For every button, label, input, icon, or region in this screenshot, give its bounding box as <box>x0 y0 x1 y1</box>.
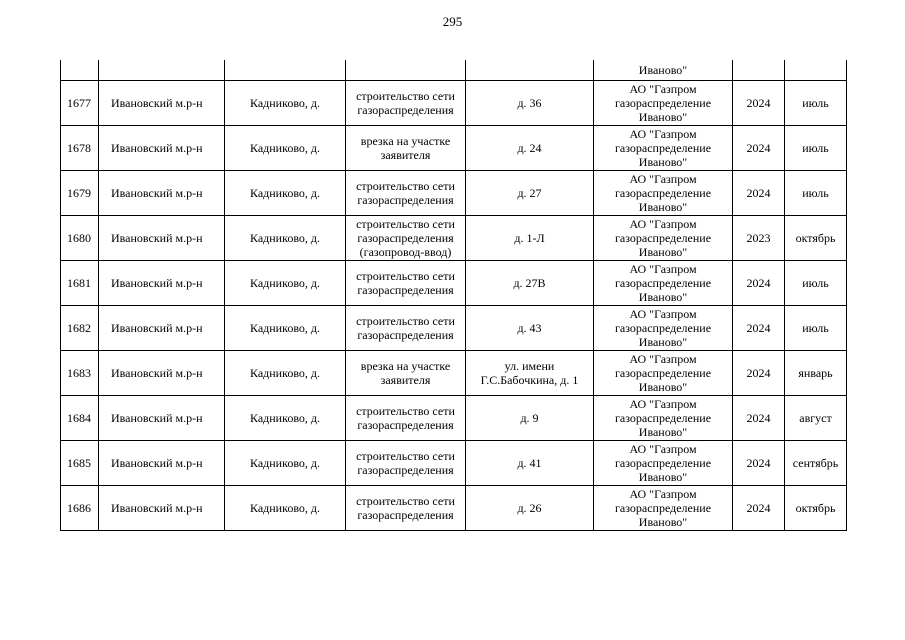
cell-district: Ивановский м.р-н <box>99 486 225 531</box>
cell-year: 2024 <box>733 126 785 171</box>
table-row <box>61 261 847 306</box>
cell-owner-line: АО "Газпром <box>629 127 697 141</box>
cell-address-line: д. 26 <box>517 501 542 515</box>
cell-num: 1682 <box>61 306 99 351</box>
cell-work-line: строительство сети <box>356 89 455 103</box>
cell-district <box>99 60 225 81</box>
table-row <box>61 216 847 261</box>
cell-address-line: ул. имени <box>504 359 555 373</box>
cell-locality: Кадниково, д. <box>225 306 346 351</box>
cell-owner <box>594 261 733 306</box>
cell-work-line: газораспределения <box>357 231 454 245</box>
cell-owner-line: Иваново" <box>638 335 688 349</box>
cell-year: 2024 <box>733 486 785 531</box>
cell-owner-line: АО "Газпром <box>629 487 697 501</box>
cell-address <box>466 216 594 261</box>
cell-work-line: газораспределения <box>357 328 454 342</box>
cell-work <box>346 126 466 171</box>
cell-work <box>346 60 466 81</box>
cell-owner <box>594 81 733 126</box>
cell-district: Ивановский м.р-н <box>99 396 225 441</box>
cell-work-line: газораспределения <box>357 193 454 207</box>
cell-work-line: строительство сети <box>356 449 455 463</box>
cell-address <box>466 261 594 306</box>
gasification-table <box>60 60 847 531</box>
cell-work-line: газораспределения <box>357 463 454 477</box>
cell-owner-line: Иваново" <box>638 155 688 169</box>
cell-year: 2024 <box>733 306 785 351</box>
table-row <box>61 396 847 441</box>
cell-address <box>466 486 594 531</box>
cell-work-line: (газопровод-ввод) <box>359 245 452 259</box>
table-body <box>61 60 847 531</box>
cell-owner-line: АО "Газпром <box>629 172 697 186</box>
continued-row <box>61 60 847 81</box>
cell-work-line: заявителя <box>380 148 431 162</box>
cell-address <box>466 171 594 216</box>
cell-owner <box>594 396 733 441</box>
cell-num: 1684 <box>61 396 99 441</box>
cell-work <box>346 351 466 396</box>
cell-num: 1686 <box>61 486 99 531</box>
cell-address-line: д. 24 <box>517 141 542 155</box>
cell-num: 1680 <box>61 216 99 261</box>
cell-work <box>346 171 466 216</box>
cell-district: Ивановский м.р-н <box>99 261 225 306</box>
cell-owner <box>594 441 733 486</box>
cell-num: 1683 <box>61 351 99 396</box>
cell-address <box>466 81 594 126</box>
cell-locality <box>225 60 346 81</box>
cell-owner-line: газораспределение <box>614 411 712 425</box>
cell-work <box>346 306 466 351</box>
cell-locality: Кадниково, д. <box>225 351 346 396</box>
cell-work-line: строительство сети <box>356 269 455 283</box>
table-row <box>61 486 847 531</box>
cell-work-line: строительство сети <box>356 179 455 193</box>
table-row <box>61 441 847 486</box>
cell-owner-line: АО "Газпром <box>629 82 697 96</box>
cell-month: сентябрь <box>785 441 847 486</box>
cell-year <box>733 60 785 81</box>
cell-owner <box>594 216 733 261</box>
cell-district: Ивановский м.р-н <box>99 351 225 396</box>
cell-work-line: врезка на участке <box>360 134 451 148</box>
cell-year: 2024 <box>733 441 785 486</box>
cell-locality: Кадниково, д. <box>225 81 346 126</box>
cell-work-line: газораспределения <box>357 418 454 432</box>
cell-address-line: д. 1-Л <box>514 231 545 245</box>
cell-owner-line: Иваново" <box>638 200 688 214</box>
cell-owner-line: Иваново" <box>638 425 688 439</box>
cell-locality: Кадниково, д. <box>225 486 346 531</box>
cell-work-line: врезка на участке <box>360 359 451 373</box>
cell-address-line: д. 27В <box>513 276 546 290</box>
cell-owner-line: АО "Газпром <box>629 397 697 411</box>
cell-num <box>61 60 99 81</box>
cell-work <box>346 486 466 531</box>
cell-address-line: д. 36 <box>517 96 542 110</box>
cell-year: 2024 <box>733 261 785 306</box>
cell-owner-line: Иваново" <box>638 380 688 394</box>
cell-owner-line: АО "Газпром <box>629 217 697 231</box>
cell-locality: Кадниково, д. <box>225 441 346 486</box>
cell-owner-line: Иваново" <box>638 470 688 484</box>
cell-district: Ивановский м.р-н <box>99 126 225 171</box>
cell-address-line: д. 41 <box>517 456 542 470</box>
cell-locality: Кадниково, д. <box>225 171 346 216</box>
cell-owner-line: Иваново" <box>638 110 688 124</box>
cell-num: 1681 <box>61 261 99 306</box>
cell-month <box>785 60 847 81</box>
cell-year: 2024 <box>733 171 785 216</box>
cell-address <box>466 441 594 486</box>
cell-work-line: строительство сети <box>356 314 455 328</box>
cell-month: июль <box>785 171 847 216</box>
cell-address <box>466 306 594 351</box>
cell-owner-line: газораспределение <box>614 231 712 245</box>
cell-address-line: д. 43 <box>517 321 542 335</box>
cell-district: Ивановский м.р-н <box>99 216 225 261</box>
cell-owner-line: газораспределение <box>614 366 712 380</box>
cell-work <box>346 396 466 441</box>
cell-owner-line: Иваново" <box>638 245 688 259</box>
cell-address <box>466 396 594 441</box>
cell-district: Ивановский м.р-н <box>99 306 225 351</box>
cell-month: июль <box>785 261 847 306</box>
cell-year: 2024 <box>733 351 785 396</box>
cell-owner-line: газораспределение <box>614 96 712 110</box>
cell-locality: Кадниково, д. <box>225 261 346 306</box>
cell-owner-line: АО "Газпром <box>629 262 697 276</box>
cell-month: октябрь <box>785 216 847 261</box>
cell-num: 1677 <box>61 81 99 126</box>
cell-work <box>346 441 466 486</box>
cell-year: 2024 <box>733 396 785 441</box>
table-row <box>61 306 847 351</box>
cell-address-line: д. 27 <box>517 186 542 200</box>
cell-month: октябрь <box>785 486 847 531</box>
cell-owner-line: газораспределение <box>614 141 712 155</box>
cell-owner-line: газораспределение <box>614 501 712 515</box>
table-row <box>61 126 847 171</box>
cell-owner-line: АО "Газпром <box>629 352 697 366</box>
cell-owner-line: АО "Газпром <box>629 442 697 456</box>
cell-owner <box>594 171 733 216</box>
cell-district: Ивановский м.р-н <box>99 171 225 216</box>
cell-work-line: газораспределения <box>357 508 454 522</box>
cell-owner-line: Иваново" <box>638 515 688 529</box>
cell-month: январь <box>785 351 847 396</box>
cell-year: 2023 <box>733 216 785 261</box>
cell-work <box>346 81 466 126</box>
table-row <box>61 351 847 396</box>
cell-work-line: заявителя <box>380 373 431 387</box>
cell-owner <box>594 351 733 396</box>
cell-work <box>346 261 466 306</box>
table-row <box>61 171 847 216</box>
cell-owner-line: газораспределение <box>614 276 712 290</box>
cell-owner <box>594 306 733 351</box>
cell-owner: Иваново" <box>594 60 733 81</box>
cell-owner-line: Иваново" <box>638 290 688 304</box>
cell-address-line: Г.С.Бабочкина, д. 1 <box>480 373 579 387</box>
cell-owner-line: газораспределение <box>614 321 712 335</box>
table-row <box>61 81 847 126</box>
cell-work-line: строительство сети <box>356 404 455 418</box>
cell-locality: Кадниково, д. <box>225 396 346 441</box>
cell-work <box>346 216 466 261</box>
cell-locality: Кадниково, д. <box>225 126 346 171</box>
cell-work-line: газораспределения <box>357 103 454 117</box>
cell-num: 1685 <box>61 441 99 486</box>
cell-work-line: строительство сети <box>356 217 455 231</box>
cell-month: июль <box>785 81 847 126</box>
cell-owner-line: АО "Газпром <box>629 307 697 321</box>
cell-work-line: строительство сети <box>356 494 455 508</box>
page-number: 295 <box>442 14 463 29</box>
cell-address-line: д. 9 <box>520 411 539 425</box>
cell-address <box>466 351 594 396</box>
cell-owner-line: газораспределение <box>614 186 712 200</box>
cell-district: Ивановский м.р-н <box>99 441 225 486</box>
cell-owner <box>594 126 733 171</box>
cell-num: 1678 <box>61 126 99 171</box>
cell-month: август <box>785 396 847 441</box>
cell-locality: Кадниково, д. <box>225 216 346 261</box>
cell-month: июль <box>785 306 847 351</box>
cell-owner-line: газораспределение <box>614 456 712 470</box>
cell-month: июль <box>785 126 847 171</box>
cell-address <box>466 60 594 81</box>
cell-address <box>466 126 594 171</box>
cell-owner <box>594 486 733 531</box>
cell-work-line: газораспределения <box>357 283 454 297</box>
cell-district: Ивановский м.р-н <box>99 81 225 126</box>
cell-num: 1679 <box>61 171 99 216</box>
cell-year: 2024 <box>733 81 785 126</box>
